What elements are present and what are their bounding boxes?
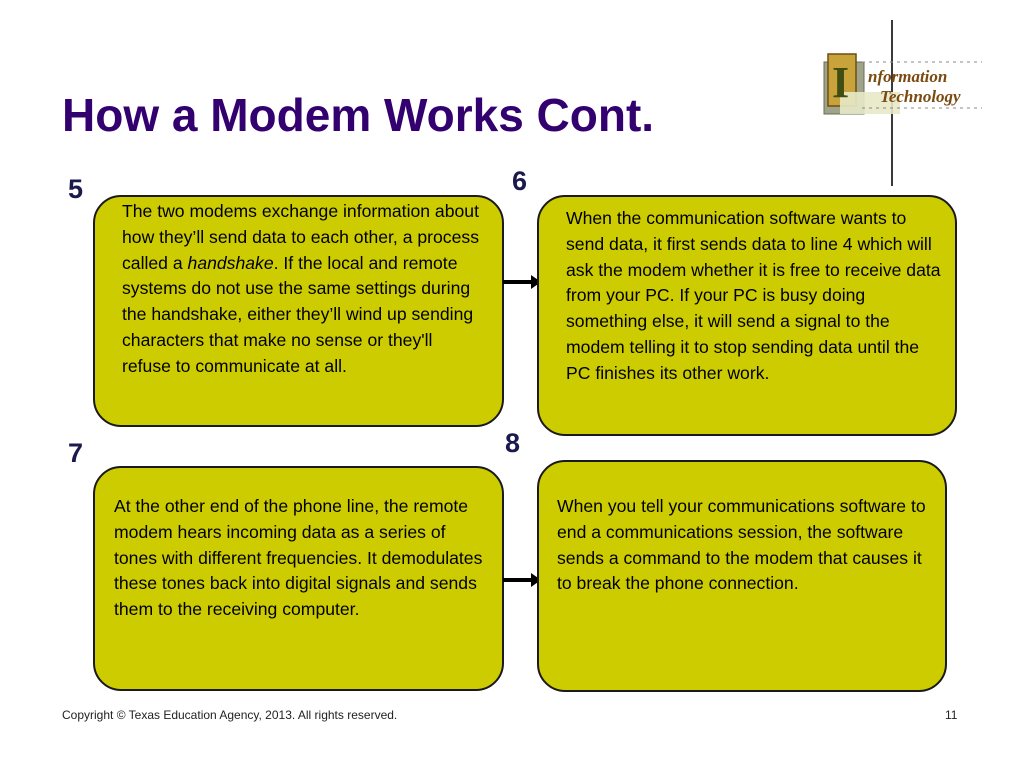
step-5-number: 5 [68, 174, 84, 204]
step-8-text: When you tell your communications software to end a communications session, the software sends a command to the modem that causes it to break the phone connection. [557, 496, 926, 594]
copyright-text: Copyright © Texas Education Agency, 2013. All rights reserved. [62, 708, 398, 722]
step-5-text-emphasis: handshake [187, 252, 274, 273]
page-number: 11 [945, 708, 958, 722]
step-5-text [122, 199, 484, 380]
step-8-box [537, 460, 947, 692]
step-7-box [93, 466, 504, 691]
logo-line1: nformation [868, 67, 948, 86]
step-5-text-part1: The two modems exchange information about how they’ll send data to each other, a process called a [122, 201, 479, 273]
step-5-text-part2: . If the local and remote systems do not use the same settings during the handshake, either they’ll wind up sending characters that make no sense or they'll refuse to communicate at all. [122, 252, 474, 376]
step-7-number: 7 [68, 438, 84, 468]
step-6-number: 6 [512, 166, 528, 196]
step-6-box [537, 195, 957, 436]
step-6-text: When the communication software wants to send data, it first sends data to line 4 which will ask the modem whether it is free to receive data from your PC. If your PC is busy doing something else, it will send a signal to the modem telling it to stop sending data until the PC finishes its other work. [566, 208, 941, 383]
information-technology-logo [822, 52, 988, 118]
arrow-right-icon [503, 578, 533, 582]
logo-graphic [822, 52, 988, 118]
step-7-text: At the other end of the phone line, the remote modem hears incoming data as a series of tones with different frequencies. It demodulates these tones back into digital signals and sends them to the receiving computer. [114, 496, 483, 620]
logo-line2: Technology [880, 87, 961, 106]
arrow-right-icon [503, 280, 533, 284]
logo-initial: I [832, 58, 850, 107]
step-8-number: 8 [505, 428, 521, 458]
step-5-box [93, 195, 504, 427]
slide-title: How a Modem Works Cont. [62, 89, 655, 141]
